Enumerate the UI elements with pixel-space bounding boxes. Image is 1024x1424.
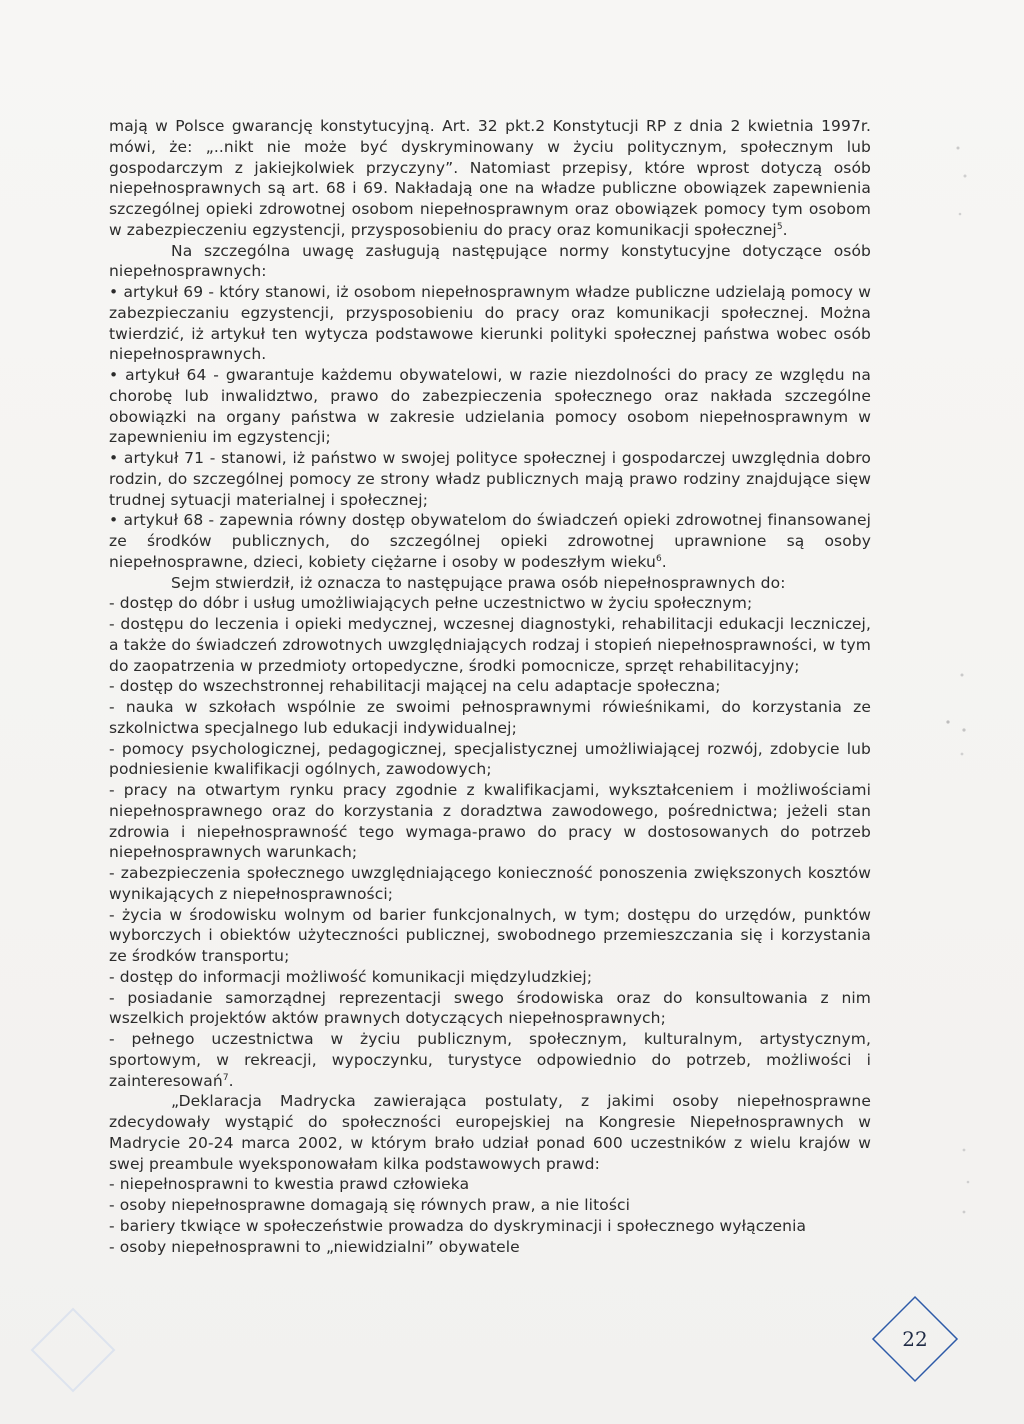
bullet-article-68: • artykuł 68 - zapewnia równy dostęp obywatelom do świadczeń opieki zdrowotnej finansowanej ze środków publicznych, do szczególnej opieki zdrowotnej uprawnione są osoby niepełnosprawne, dzieci, kobiety ciężarne i osoby w podeszłym wieku$^6$. (109, 511, 871, 571)
list-item-psychological-help: - pomocy psychologicznej, pedagogicznej, specjalistycznej umożliwiającej rozwój, zdobycie lub podniesienie kwalifikacji ogólnych, zawodowych; (109, 739, 871, 779)
bullet-article-71: • artykuł 71 - stanowi, iż państwo w swojej polityce społecznej i gospodarczej uwzględnia dobro rodzin, do szczególnej pomocy ze strony władz publicznych mają prawo rodziny znajdujące sięw trudnej sytuacji materialnej i społecznej; (109, 449, 871, 509)
list-item-representation: - posiadanie samorządnej reprezentacji swego środowiska oraz do konsultowania z nim wszelkich projektów aktów prawnych dotyczących niepełnosprawnych; (109, 988, 871, 1028)
list-item-medical-care: - dostępu do leczenia i opieki medycznej, wczesnej diagnostyki, rehabilitacji edukacji leczniczej, a także do świadczeń zdrowotnych uwzględniających rodzaj i stopień niepełnosprawności, w tym do zaopatrzenia w przedmioty ortopedyczne, środki pomocnicze, sprzęt rehabilitacyjny; (109, 615, 871, 675)
paragraph-madrid-declaration: „Deklaracja Madrycka zawierająca postulaty, z jakimi osoby niepełnosprawne zdecydowały wystąpić do społeczności europejskiej na Kongresie Niepełnosprawnych w Madrycie 20-24 marca 2002, w którym brało udział ponad 600 uczestników z wielu krajów w swej preambule wyeksponowałam kilka podstawowych prawd: (109, 1092, 871, 1173)
list-item-education: - nauka w szkołach wspólnie ze swoimi pełnosprawnymi rówieśnikami, do korzystania ze szkolnictwa specjalnego lub edukacji indywidualnej; (109, 698, 871, 737)
list-item-barriers: - bariery tkwiące w społeczeństwie prowadza do dyskryminacji i społecznego wyłączenia (109, 1216, 807, 1235)
list-item-human-rights: - niepełnosprawni to kwestia prawd człowieka (109, 1175, 470, 1194)
list-item-information-access: - dostęp do informacji możliwość komunikacji międzyludzkiej; (109, 967, 593, 986)
page-number: 22 (902, 1327, 928, 1351)
bullet-article-69: • artykuł 69 - który stanowi, iż osobom niepełnosprawnym władze publiczne udzielają pomocy w zabezpieczaniu egzystencji, przysposobieniu do pracy oraz komunikacji społecznej. Można twierdzić, iż artykuł ten wytycza podstawowe kierunki polityki społecznej państwa wobec osób niepełnosprawnych. (109, 283, 871, 364)
list-item-invisible-citizens: - osoby niepełnosprawni to „niewidzialni” obywatele (109, 1237, 520, 1256)
list-item-barrier-free-life: - życia w środowisku wolnym od barier funkcjonalnych, w tym; dostępu do urzędów, punktów wyborczych i obiektów użyteczności publicznej, swobodnego przemieszczania się i korzystania ze środków transportu; (109, 905, 871, 965)
scan-specks-icon (940, 130, 980, 1230)
paragraph-constitution-guarantee: mają w Polsce gwarancję konstytucyjną. Art. 32 pkt.2 Konstytucji RP z dnia 2 kwietnia 1997r. mówi, że: „..nikt nie może być dyskryminowany w życiu politycznym, społecznym lub gospodarczym z jakiejkolwiek przyczyny”. Natomiast przepisy, które wprost dotyczą osób niepełnosprawnych są art. 68 i 69. Nakładają one na władze publiczne obowiązek zapewnienia szczególnej opieki zdrowotnej osobom niepełnosprawnym oraz obowiązek pomocy tym osobom w zabezpieczeniu egzystencji, przysposobieniu do pracy oraz komunikacji społecznej$^5$. (109, 117, 871, 239)
document-body (109, 116, 871, 1257)
paragraph-sejm-statement: Sejm stwierdził, iż oznacza to następujące prawa osób niepełnosprawnych do: (171, 573, 786, 592)
bleed-through-page-marker-icon (28, 1305, 118, 1395)
list-item-participation: - pełnego uczestnictwa w życiu publicznym, społecznym, kulturalnym, artystycznym, sportowym, w rekreacji, wypoczynku, turystyce odpowiednio do potrzeb, możliwości i zainteresowań$^7$. (109, 1030, 871, 1090)
list-item-goods-services: - dostęp do dóbr i usług umożliwiających pełne uczestnictwo w życiu społecznym; (109, 594, 753, 613)
list-item-equal-rights: - osoby niepełnosprawne domagają się równych praw, a nie litości (109, 1196, 631, 1214)
list-item-social-security: - zabezpieczenia społecznego uwzględniającego konieczność ponoszenia zwiększonych kosztów wynikających z niepełnosprawności; (109, 864, 871, 903)
bullet-article-64: • artykuł 64 - gwarantuje każdemu obywatelowi, w razie niezdolności do pracy ze względu na chorobę lub inwalidztwo, prawo do zabezpieczenia społecznego oraz nakłada szczególne obowiązki na organy państwa w zakresie udzielania pomocy osobom niepełnosprawnym w zapewnieniu im egzystencji; (109, 366, 871, 447)
list-item-rehabilitation: - dostęp do wszechstronnej rehabilitacji mającej na celu adaptacje społeczna; (109, 677, 721, 696)
list-item-work: - pracy na otwartym rynku pracy zgodnie z kwalifikacjami, wykształceniem i możliwościami niepełnosprawnego oraz do korzystania z doradztwa zawodowego, pośrednictwa; jeżeli stan zdrowia i niepełnosprawność tego wymaga-prawo do pracy w dostosowanych do potrzeb niepełnosprawnych warunkach; (109, 781, 871, 862)
paragraph-norms-intro: Na szczególna uwagę zasługują następujące normy konstytucyjne dotyczące osób niepełnosprawnych: (109, 241, 871, 281)
